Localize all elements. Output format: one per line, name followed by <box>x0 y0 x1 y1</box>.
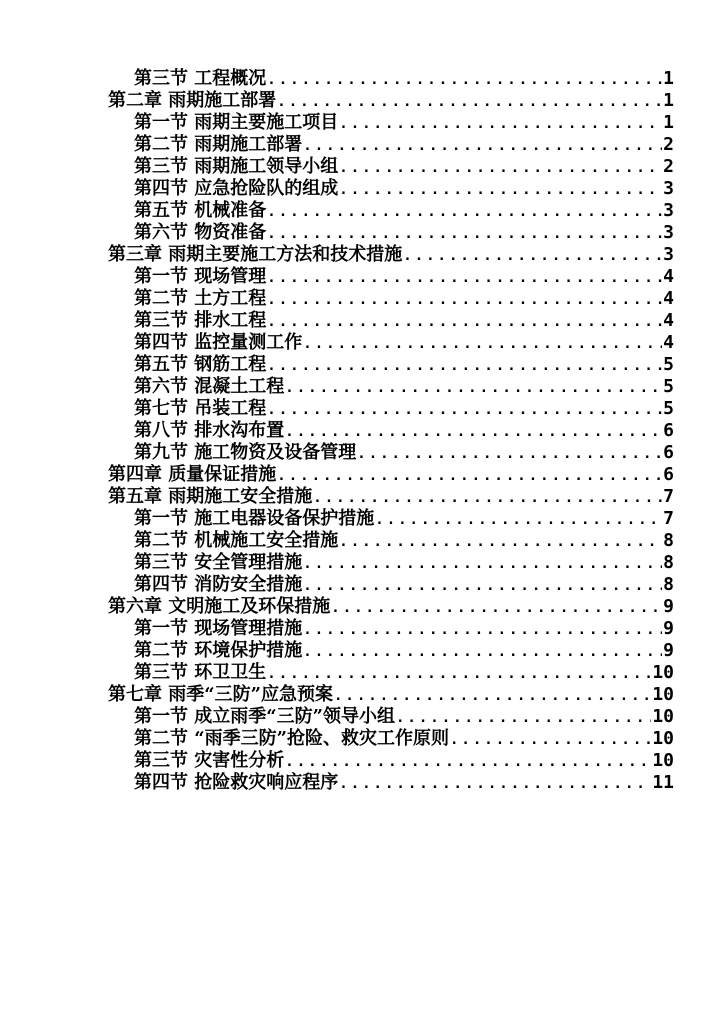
toc-dot-leader <box>313 487 662 509</box>
toc-section-entry[interactable] <box>108 134 674 156</box>
toc-entry-title: 第五节 机械准备 <box>134 200 267 221</box>
toc-dot-leader <box>403 245 662 267</box>
toc-entry-title: 第八节 排水沟布置 <box>134 420 285 441</box>
toc-page-number: 4 <box>663 266 674 287</box>
toc-entry-title: 第三节 安全管理措施 <box>134 552 303 573</box>
toc-section-entry[interactable] <box>108 508 674 530</box>
toc-page-number: 2 <box>663 156 674 177</box>
toc-page-number: 1 <box>663 90 674 111</box>
toc-section-entry[interactable] <box>108 200 674 222</box>
toc-chapter-entry[interactable] <box>108 90 674 112</box>
toc-entry-title: 第二节 雨期施工部署 <box>134 134 303 155</box>
toc-dot-leader <box>285 421 662 443</box>
toc-dot-leader <box>303 641 662 663</box>
toc-dot-leader <box>285 377 662 399</box>
toc-dot-leader <box>267 223 662 245</box>
toc-entry-title: 第七章 雨季“三防”应急预案 <box>108 684 333 705</box>
toc-page-number: 1 <box>663 68 674 89</box>
toc-section-entry[interactable] <box>108 178 674 200</box>
toc-entry-title: 第三节 排水工程 <box>134 310 267 331</box>
toc-dot-leader <box>267 663 651 685</box>
toc-dot-leader <box>267 69 662 91</box>
toc-dot-leader <box>339 531 662 553</box>
toc-page-number: 6 <box>663 464 674 485</box>
toc-entry-title: 第二节 环境保护措施 <box>134 640 303 661</box>
toc-entry-title: 第四节 监控量测工作 <box>134 332 303 353</box>
toc-section-entry[interactable] <box>108 772 674 794</box>
toc-entry-title: 第三节 灾害性分析 <box>134 750 285 771</box>
toc-entry-title: 第一节 施工电器设备保护措施 <box>134 508 375 529</box>
toc-entry-title: 第四节 应急抢险队的组成 <box>134 178 339 199</box>
toc-dot-leader <box>267 355 662 377</box>
toc-page-number: 8 <box>663 552 674 573</box>
toc-dot-leader <box>267 201 662 223</box>
toc-section-entry[interactable] <box>108 310 674 332</box>
toc-section-entry[interactable] <box>108 552 674 574</box>
toc-dot-leader <box>339 773 651 795</box>
toc-chapter-entry[interactable] <box>108 464 674 486</box>
toc-section-entry[interactable] <box>108 662 674 684</box>
toc-page-number: 11 <box>652 772 674 793</box>
toc-page-number: 10 <box>652 728 674 749</box>
toc-section-entry[interactable] <box>108 750 674 772</box>
toc-chapter-entry[interactable] <box>108 486 674 508</box>
toc-entry-title: 第三节 工程概况 <box>134 68 267 89</box>
toc-page-number: 5 <box>663 354 674 375</box>
toc-entry-title: 第一节 现场管理措施 <box>134 618 303 639</box>
toc-page-number: 2 <box>663 134 674 155</box>
toc-chapter-entry[interactable] <box>108 596 674 618</box>
toc-dot-leader <box>267 311 662 333</box>
toc-dot-leader <box>450 729 651 751</box>
toc-dot-leader <box>303 333 662 355</box>
toc-page-number: 10 <box>652 684 674 705</box>
toc-section-entry[interactable] <box>108 376 674 398</box>
toc-page-number: 3 <box>663 244 674 265</box>
toc-dot-leader <box>267 267 662 289</box>
toc-dot-leader <box>277 91 662 113</box>
toc-page-number: 3 <box>663 222 674 243</box>
toc-entry-title: 第六节 混凝土工程 <box>134 376 285 397</box>
toc-dot-leader <box>339 157 662 179</box>
toc-page-number: 10 <box>652 750 674 771</box>
toc-section-entry[interactable] <box>108 398 674 420</box>
toc-entry-title: 第三节 雨期施工领导小组 <box>134 156 339 177</box>
toc-page-number: 6 <box>663 420 674 441</box>
toc-entry-title: 第二章 雨期施工部署 <box>108 90 277 111</box>
toc-page-number: 3 <box>663 200 674 221</box>
toc-section-entry[interactable] <box>108 156 674 178</box>
toc-section-entry[interactable] <box>108 222 674 244</box>
toc-entry-title: 第七节 吊装工程 <box>134 398 267 419</box>
toc-entry-title: 第二节 “雨季三防”抢险、救灾工作原则 <box>134 728 449 749</box>
toc-section-entry[interactable] <box>108 420 674 442</box>
toc-section-entry[interactable] <box>108 618 674 640</box>
toc-section-entry[interactable] <box>108 68 674 90</box>
toc-section-entry[interactable] <box>108 266 674 288</box>
toc-page-number: 5 <box>663 376 674 397</box>
toc-dot-leader <box>357 443 662 465</box>
toc-entry-title: 第九节 施工物资及设备管理 <box>134 442 357 463</box>
toc-page-number: 10 <box>652 662 674 683</box>
toc-page-number: 7 <box>663 486 674 507</box>
toc-dot-leader <box>339 113 662 135</box>
toc-dot-leader <box>334 685 651 707</box>
toc-entry-title: 第二节 土方工程 <box>134 288 267 309</box>
toc-section-entry[interactable] <box>108 112 674 134</box>
toc-dot-leader <box>285 751 651 773</box>
toc-page-number: 8 <box>663 574 674 595</box>
table-of-contents <box>108 68 674 794</box>
toc-dot-leader <box>303 619 662 641</box>
toc-entry-title: 第五章 雨期施工安全措施 <box>108 486 313 507</box>
toc-section-entry[interactable] <box>108 574 674 596</box>
toc-section-entry[interactable] <box>108 332 674 354</box>
toc-entry-title: 第三节 环卫卫生 <box>134 662 267 683</box>
toc-page-number: 4 <box>663 288 674 309</box>
toc-page-number: 4 <box>663 310 674 331</box>
toc-section-entry[interactable] <box>108 530 674 552</box>
toc-page-number: 6 <box>663 442 674 463</box>
toc-page-number: 1 <box>663 112 674 133</box>
toc-page-number: 10 <box>652 706 674 727</box>
toc-entry-title: 第六章 文明施工及环保措施 <box>108 596 331 617</box>
toc-chapter-entry[interactable] <box>108 244 674 266</box>
toc-page-number: 9 <box>663 596 674 617</box>
toc-section-entry[interactable] <box>108 288 674 310</box>
toc-page-number: 8 <box>663 530 674 551</box>
toc-page-number: 9 <box>663 618 674 639</box>
toc-section-entry[interactable] <box>108 354 674 376</box>
toc-dot-leader <box>396 707 651 729</box>
toc-entry-title: 第四节 消防安全措施 <box>134 574 303 595</box>
toc-page-number: 3 <box>663 178 674 199</box>
toc-entry-title: 第一节 现场管理 <box>134 266 267 287</box>
toc-page-number: 7 <box>663 508 674 529</box>
toc-section-entry[interactable] <box>108 640 674 662</box>
toc-dot-leader <box>277 465 662 487</box>
toc-entry-title: 第四章 质量保证措施 <box>108 464 277 485</box>
toc-entry-title: 第一节 成立雨季“三防”领导小组 <box>134 706 395 727</box>
toc-page-number: 5 <box>663 398 674 419</box>
toc-dot-leader <box>339 179 662 201</box>
toc-dot-leader <box>303 135 662 157</box>
toc-entry-title: 第一节 雨期主要施工项目 <box>134 112 339 133</box>
toc-dot-leader <box>267 289 662 311</box>
toc-entry-title: 第五节 钢筋工程 <box>134 354 267 375</box>
toc-page-number: 9 <box>663 640 674 661</box>
toc-section-entry[interactable] <box>108 728 674 750</box>
toc-dot-leader <box>375 509 662 531</box>
toc-entry-title: 第三章 雨期主要施工方法和技术措施 <box>108 244 403 265</box>
toc-section-entry[interactable] <box>108 442 674 464</box>
toc-dot-leader <box>331 597 662 619</box>
toc-page-number: 4 <box>663 332 674 353</box>
toc-chapter-entry[interactable] <box>108 684 674 706</box>
toc-section-entry[interactable] <box>108 706 674 728</box>
toc-dot-leader <box>303 553 662 575</box>
toc-dot-leader <box>267 399 662 421</box>
toc-entry-title: 第六节 物资准备 <box>134 222 267 243</box>
toc-entry-title: 第二节 机械施工安全措施 <box>134 530 339 551</box>
toc-entry-title: 第四节 抢险救灾响应程序 <box>134 772 339 793</box>
toc-dot-leader <box>303 575 662 597</box>
